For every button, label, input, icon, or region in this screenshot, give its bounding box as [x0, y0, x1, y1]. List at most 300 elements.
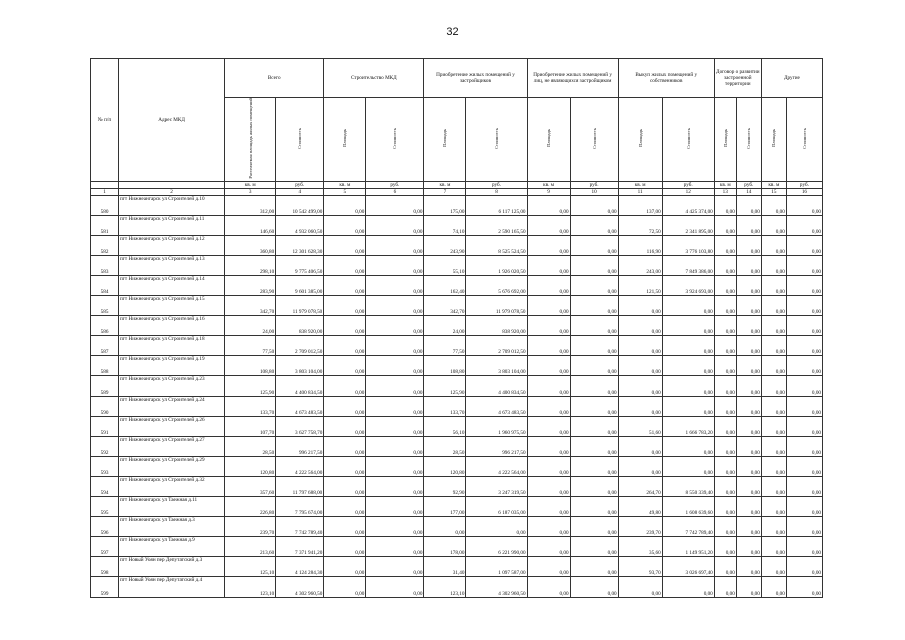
row-value-cell: 0,00	[761, 215, 786, 235]
row-value-cell: 0,00	[570, 376, 618, 396]
row-value-cell: 93,70	[618, 557, 662, 577]
row-value-cell: 996 217,50	[276, 436, 324, 456]
row-value-cell: 0,00	[527, 436, 570, 456]
column-number-cell: 3	[225, 188, 276, 195]
header-no: № п/п	[91, 59, 119, 182]
row-value-cell: 0,00	[366, 316, 424, 336]
header-group-buyout: Выкуп жилых помещений у собственников	[618, 59, 714, 98]
header-sub-label: Площадь	[546, 129, 552, 148]
row-value-cell: 0,00	[570, 276, 618, 296]
row-value-cell: 0,00	[570, 476, 618, 496]
row-value-cell: 0,00	[527, 416, 570, 436]
page-number: 32	[446, 26, 459, 38]
row-value-cell: 24,00	[424, 316, 466, 336]
row-address: пгт Нижнеангарск ул Строителей д.18	[119, 336, 225, 356]
unit-cell: руб.	[736, 181, 761, 188]
row-value-cell: 0,00	[736, 235, 761, 255]
row-value-cell: 0,00	[527, 215, 570, 235]
row-value-cell: 0,00	[736, 356, 761, 376]
row-value-cell: 51,60	[618, 416, 662, 436]
row-value-cell: 0,00	[324, 537, 366, 557]
row-value-cell: 3 026 697,40	[662, 557, 714, 577]
row-value-cell: 0,00	[324, 376, 366, 396]
row-value-cell: 0,00	[527, 235, 570, 255]
table-row	[91, 416, 823, 436]
row-value-cell: 0,00	[714, 255, 736, 275]
row-number: 586	[91, 316, 119, 336]
row-value-cell: 77,50	[225, 336, 276, 356]
row-value-cell: 0,00	[761, 276, 786, 296]
row-value-cell: 838 920,00	[466, 316, 527, 336]
header-sub-label: Площадь	[771, 129, 777, 148]
row-value-cell: 9 601 385,00	[276, 276, 324, 296]
row-value-cell: 0,00	[618, 356, 662, 376]
header-sub-label: Стоимость	[591, 127, 597, 149]
row-value-cell: 0,00	[786, 195, 822, 215]
row-value-cell: 996 217,50	[466, 436, 527, 456]
row-value-cell: 0,00	[324, 436, 366, 456]
header-sub-cell	[736, 98, 761, 182]
row-value-cell: 0,00	[662, 456, 714, 476]
row-value-cell: 0,00	[324, 276, 366, 296]
table-row	[91, 255, 823, 275]
row-value-cell: 0,00	[324, 336, 366, 356]
column-number-cell: 6	[366, 188, 424, 195]
row-address: пгт Нижнеангарск ул Строителей д.29	[119, 456, 225, 476]
row-value-cell: 0,00	[366, 517, 424, 537]
header-group-purchase-non-developers: Приобретение жилых помещений у лиц, не являющихся застройщиком	[527, 59, 618, 98]
row-value-cell: 5 676 692,00	[466, 276, 527, 296]
row-number: 585	[91, 296, 119, 316]
row-value-cell: 0,00	[324, 316, 366, 336]
row-value-cell: 0,00	[527, 255, 570, 275]
row-value-cell: 1 608 639,60	[662, 497, 714, 517]
row-number: 594	[91, 476, 119, 496]
table-row	[91, 537, 823, 557]
row-value-cell: 108,80	[225, 356, 276, 376]
header-group-construction: Строительство МКД	[324, 59, 424, 98]
row-value-cell: 24,00	[225, 316, 276, 336]
row-value-cell: 0,00	[761, 336, 786, 356]
header-sub-label: Площадь	[342, 129, 348, 148]
row-value-cell: 0,00	[527, 517, 570, 537]
row-value-cell: 0,00	[366, 456, 424, 476]
row-value-cell: 0,00	[466, 517, 527, 537]
row-number: 587	[91, 336, 119, 356]
row-address: пгт Нижнеангарск ул Строителей д.14	[119, 276, 225, 296]
row-value-cell: 0,00	[527, 376, 570, 396]
row-value-cell: 0,00	[570, 336, 618, 356]
row-value-cell: 177,00	[424, 497, 466, 517]
row-value-cell: 108,80	[424, 356, 466, 376]
row-address: пгт Нижнеангарск ул Строителей д.27	[119, 436, 225, 456]
row-value-cell: 3 803 104,00	[466, 356, 527, 376]
row-value-cell: 0,00	[662, 376, 714, 396]
row-value-cell: 342,70	[225, 296, 276, 316]
row-value-cell: 0,00	[736, 416, 761, 436]
row-value-cell: 0,00	[786, 396, 822, 416]
row-address: пгт Нижнеангарск ул Строителей д.13	[119, 255, 225, 275]
row-value-cell: 7 849 386,00	[662, 255, 714, 275]
row-value-cell: 0,00	[570, 296, 618, 316]
row-value-cell: 0,00	[761, 416, 786, 436]
row-value-cell: 4 400 834,50	[466, 376, 527, 396]
row-value-cell: 0,00	[527, 336, 570, 356]
row-value-cell: 0,00	[570, 416, 618, 436]
row-value-cell: 125,10	[225, 557, 276, 577]
row-value-cell: 11 979 078,50	[276, 296, 324, 316]
row-value-cell: 0,00	[761, 356, 786, 376]
row-value-cell: 0,00	[570, 235, 618, 255]
row-value-cell: 1 149 951,20	[662, 537, 714, 557]
header-sub-label: Площадь	[637, 129, 643, 148]
row-value-cell: 120,80	[424, 456, 466, 476]
row-value-cell: 0,00	[786, 255, 822, 275]
table-row	[91, 497, 823, 517]
row-value-cell: 298,10	[225, 255, 276, 275]
column-number-cell: 10	[570, 188, 618, 195]
row-address: пгт Нижнеангарск ул Строителей д.23	[119, 376, 225, 396]
row-value-cell: 0,00	[714, 356, 736, 376]
row-value-cell: 0,00	[570, 456, 618, 476]
row-number: 598	[91, 557, 119, 577]
row-value-cell: 838 920,00	[276, 316, 324, 336]
row-number: 592	[91, 436, 119, 456]
row-address: пгт Нижнеангарск ул Таежная д.11	[119, 497, 225, 517]
row-value-cell: 0,00	[714, 537, 736, 557]
row-value-cell: 0,00	[786, 557, 822, 577]
row-value-cell: 6 187 035,00	[466, 497, 527, 517]
row-value-cell: 4 302 960,50	[466, 577, 527, 597]
row-value-cell: 243,00	[618, 255, 662, 275]
header-sub-cell	[527, 98, 570, 182]
table-row	[91, 276, 823, 296]
row-value-cell: 3 924 693,00	[662, 276, 714, 296]
row-value-cell: 3 803 104,00	[276, 356, 324, 376]
row-value-cell: 125,90	[225, 376, 276, 396]
row-value-cell: 360,80	[225, 235, 276, 255]
row-value-cell: 0,00	[714, 456, 736, 476]
row-number: 580	[91, 195, 119, 215]
row-value-cell: 125,90	[424, 376, 466, 396]
row-value-cell: 0,00	[736, 497, 761, 517]
row-value-cell: 0,00	[662, 296, 714, 316]
row-value-cell: 0,00	[324, 356, 366, 376]
row-value-cell: 2 590 165,50	[466, 215, 527, 235]
table-row	[91, 235, 823, 255]
row-value-cell: 1 097 587,00	[466, 557, 527, 577]
row-value-cell: 0,00	[662, 577, 714, 597]
row-value-cell: 0,00	[570, 557, 618, 577]
row-value-cell: 0,00	[662, 356, 714, 376]
unit-cell: кв. м	[527, 181, 570, 188]
header-sub-cell	[618, 98, 662, 182]
row-value-cell: 4 932 060,50	[276, 215, 324, 235]
unit-cell: руб.	[570, 181, 618, 188]
row-value-cell: 0,00	[761, 235, 786, 255]
row-value-cell: 10 542 499,00	[276, 195, 324, 215]
row-address: пгт Нижнеангарск ул Таежная д.3	[119, 517, 225, 537]
row-value-cell: 0,00	[366, 336, 424, 356]
row-value-cell: 133,70	[225, 396, 276, 416]
row-address: пгт Нижнеангарск ул Таежная д.9	[119, 537, 225, 557]
column-number-cell: 8	[466, 188, 527, 195]
row-value-cell: 0,00	[570, 436, 618, 456]
row-number: 595	[91, 497, 119, 517]
header-sub-cell	[714, 98, 736, 182]
row-value-cell: 0,00	[527, 456, 570, 476]
table-row	[91, 557, 823, 577]
row-value-cell: 0,00	[527, 296, 570, 316]
row-value-cell: 11 797 688,00	[276, 476, 324, 496]
row-value-cell: 0,00	[736, 195, 761, 215]
table-row	[91, 456, 823, 476]
row-value-cell: 0,00	[714, 195, 736, 215]
row-value-cell: 0,00	[714, 296, 736, 316]
row-value-cell: 0,00	[786, 517, 822, 537]
row-value-cell: 0,00	[527, 557, 570, 577]
row-value-cell: 4 222 564,00	[466, 456, 527, 476]
row-number: 589	[91, 376, 119, 396]
row-value-cell: 0,00	[324, 396, 366, 416]
row-value-cell: 116,90	[618, 235, 662, 255]
row-value-cell: 0,00	[714, 416, 736, 436]
row-number: 590	[91, 396, 119, 416]
row-value-cell: 11 979 078,50	[466, 296, 527, 316]
row-value-cell: 0,00	[736, 296, 761, 316]
column-number-cell: 2	[119, 188, 225, 195]
row-value-cell: 4 400 834,50	[276, 376, 324, 396]
row-address: пгт Нижнеангарск ул Строителей д.26	[119, 416, 225, 436]
row-value-cell: 239,70	[618, 517, 662, 537]
row-value-cell: 0,00	[424, 517, 466, 537]
row-value-cell: 0,00	[714, 517, 736, 537]
row-value-cell: 0,00	[786, 476, 822, 496]
row-value-cell: 9 775 406,50	[276, 255, 324, 275]
table-row	[91, 296, 823, 316]
row-value-cell: 0,00	[324, 577, 366, 597]
row-value-cell: 243,90	[424, 235, 466, 255]
row-value-cell: 0,00	[366, 416, 424, 436]
row-value-cell: 0,00	[736, 276, 761, 296]
row-value-cell: 2 709 012,50	[276, 336, 324, 356]
row-value-cell: 0,00	[736, 376, 761, 396]
row-number: 591	[91, 416, 119, 436]
header-sub-cell	[424, 98, 466, 182]
header-sub-cell	[761, 98, 786, 182]
row-value-cell: 0,00	[786, 356, 822, 376]
row-value-cell: 8 550 339,40	[662, 476, 714, 496]
header-sub-cell	[324, 98, 366, 182]
row-value-cell: 0,00	[324, 557, 366, 577]
row-value-cell: 0,00	[366, 396, 424, 416]
row-value-cell: 0,00	[527, 577, 570, 597]
row-value-cell: 0,00	[714, 476, 736, 496]
header-group-development-agreement: Договор о развитии застроенной территории	[714, 59, 761, 98]
row-value-cell: 0,00	[366, 215, 424, 235]
row-value-cell: 0,00	[527, 497, 570, 517]
row-value-cell: 0,00	[570, 195, 618, 215]
header-sub-cell	[366, 98, 424, 182]
row-value-cell: 0,00	[761, 396, 786, 416]
row-value-cell: 0,00	[714, 276, 736, 296]
row-value-cell: 77,50	[424, 336, 466, 356]
unit-cell: руб.	[466, 181, 527, 188]
row-value-cell: 0,00	[527, 316, 570, 336]
row-value-cell: 7 371 941,20	[276, 537, 324, 557]
unit-cell: кв. м	[714, 181, 736, 188]
column-number-cell: 1	[91, 188, 119, 195]
row-value-cell: 0,00	[714, 215, 736, 235]
row-value-cell: 0,00	[714, 396, 736, 416]
row-value-cell: 0,00	[736, 255, 761, 275]
table-row	[91, 577, 823, 597]
row-value-cell: 0,00	[761, 376, 786, 396]
row-value-cell: 0,00	[736, 316, 761, 336]
column-number-cell: 4	[276, 188, 324, 195]
header-sub-cell	[466, 98, 527, 182]
row-value-cell: 283,90	[225, 276, 276, 296]
row-number: 588	[91, 356, 119, 376]
row-value-cell: 0,00	[366, 557, 424, 577]
unit-cell: кв. м	[225, 181, 276, 188]
row-value-cell: 175,00	[424, 195, 466, 215]
row-value-cell: 0,00	[786, 235, 822, 255]
unit-cell: кв. м	[761, 181, 786, 188]
row-value-cell: 3 247 319,50	[466, 476, 527, 496]
row-value-cell: 0,00	[662, 396, 714, 416]
row-value-cell: 0,00	[366, 255, 424, 275]
row-value-cell: 0,00	[714, 577, 736, 597]
row-value-cell: 0,00	[618, 436, 662, 456]
header-sub-label: Стоимость	[685, 127, 691, 149]
header-sub-label: Площадь	[722, 129, 728, 148]
row-value-cell: 121,50	[618, 276, 662, 296]
row-value-cell: 31,40	[424, 557, 466, 577]
row-value-cell: 133,70	[424, 396, 466, 416]
unit-cell: руб.	[662, 181, 714, 188]
row-value-cell: 0,00	[761, 255, 786, 275]
header-group-purchase-developers: Приобретение жилых помещений у застройщиков	[424, 59, 527, 98]
row-value-cell: 0,00	[761, 296, 786, 316]
row-value-cell: 28,50	[424, 436, 466, 456]
row-value-cell: 8 525 524,50	[466, 235, 527, 255]
table-row	[91, 396, 823, 416]
header-sub-cell	[276, 98, 324, 182]
row-number: 597	[91, 537, 119, 557]
row-value-cell: 6 221 990,00	[466, 537, 527, 557]
header-sub-label: Стоимость	[801, 127, 807, 149]
unit-cell: кв. м	[424, 181, 466, 188]
row-value-cell: 0,00	[786, 456, 822, 476]
row-number: 581	[91, 215, 119, 235]
row-value-cell: 0,00	[618, 316, 662, 336]
row-value-cell: 0,00	[527, 195, 570, 215]
row-value-cell: 2 341 895,00	[662, 215, 714, 235]
column-number-cell: 13	[714, 188, 736, 195]
row-value-cell: 0,00	[618, 396, 662, 416]
column-number-cell: 14	[736, 188, 761, 195]
row-value-cell: 0,00	[618, 456, 662, 476]
row-address: пгт Нижнеангарск ул Строителей д.19	[119, 356, 225, 376]
row-value-cell: 0,00	[570, 537, 618, 557]
header-sub-label: Площадь	[442, 129, 448, 148]
row-value-cell: 213,60	[225, 537, 276, 557]
row-value-cell: 0,00	[324, 456, 366, 476]
header-sub-cell	[570, 98, 618, 182]
row-value-cell: 0,00	[761, 436, 786, 456]
row-value-cell: 92,90	[424, 476, 466, 496]
row-value-cell: 0,00	[736, 577, 761, 597]
row-value-cell: 7 742 789,40	[276, 517, 324, 537]
header-sub-cell	[225, 98, 276, 182]
row-value-cell: 55,10	[424, 255, 466, 275]
row-value-cell: 3 776 103,80	[662, 235, 714, 255]
column-number-cell: 7	[424, 188, 466, 195]
row-value-cell: 0,00	[324, 235, 366, 255]
row-value-cell: 0,00	[786, 296, 822, 316]
row-value-cell: 0,00	[527, 476, 570, 496]
row-value-cell: 0,00	[570, 215, 618, 235]
row-value-cell: 0,00	[714, 336, 736, 356]
row-value-cell: 2 709 012,50	[466, 336, 527, 356]
row-value-cell: 0,00	[570, 255, 618, 275]
row-value-cell: 0,00	[736, 396, 761, 416]
units-row	[91, 181, 823, 188]
row-value-cell: 28,50	[225, 436, 276, 456]
row-value-cell: 0,00	[570, 517, 618, 537]
row-value-cell: 0,00	[570, 356, 618, 376]
row-number: 593	[91, 456, 119, 476]
row-value-cell: 0,00	[366, 296, 424, 316]
row-value-cell: 0,00	[761, 577, 786, 597]
row-value-cell: 0,00	[366, 276, 424, 296]
row-value-cell: 0,00	[366, 235, 424, 255]
row-value-cell: 1 926 020,50	[466, 255, 527, 275]
table-row	[91, 517, 823, 537]
row-value-cell: 72,50	[618, 215, 662, 235]
row-value-cell: 0,00	[786, 376, 822, 396]
row-value-cell: 0,00	[714, 557, 736, 577]
row-value-cell: 0,00	[662, 316, 714, 336]
row-value-cell: 0,00	[662, 436, 714, 456]
header-sub-label: Стоимость	[392, 127, 398, 149]
row-value-cell: 0,00	[786, 436, 822, 456]
row-value-cell: 0,00	[527, 356, 570, 376]
unit-cell: кв. м	[324, 181, 366, 188]
row-value-cell: 0,00	[736, 476, 761, 496]
row-value-cell: 0,00	[366, 476, 424, 496]
row-value-cell: 0,00	[366, 577, 424, 597]
table-row	[91, 356, 823, 376]
resettlement-table	[90, 58, 823, 598]
row-number: 584	[91, 276, 119, 296]
row-address: пгт Нижнеангарск ул Строителей д.12	[119, 235, 225, 255]
table-row	[91, 436, 823, 456]
unit-cell: кв. м	[618, 181, 662, 188]
row-value-cell: 0,00	[736, 436, 761, 456]
row-value-cell: 0,00	[786, 497, 822, 517]
row-value-cell: 0,00	[324, 497, 366, 517]
row-value-cell: 0,00	[761, 456, 786, 476]
row-value-cell: 12 301 628,30	[276, 235, 324, 255]
row-value-cell: 239,70	[225, 517, 276, 537]
row-value-cell: 0,00	[324, 517, 366, 537]
row-number: 583	[91, 255, 119, 275]
row-value-cell: 0,00	[714, 497, 736, 517]
row-address: пгт Нижнеангарск ул Строителей д.24	[119, 396, 225, 416]
row-value-cell: 4 222 564,00	[276, 456, 324, 476]
